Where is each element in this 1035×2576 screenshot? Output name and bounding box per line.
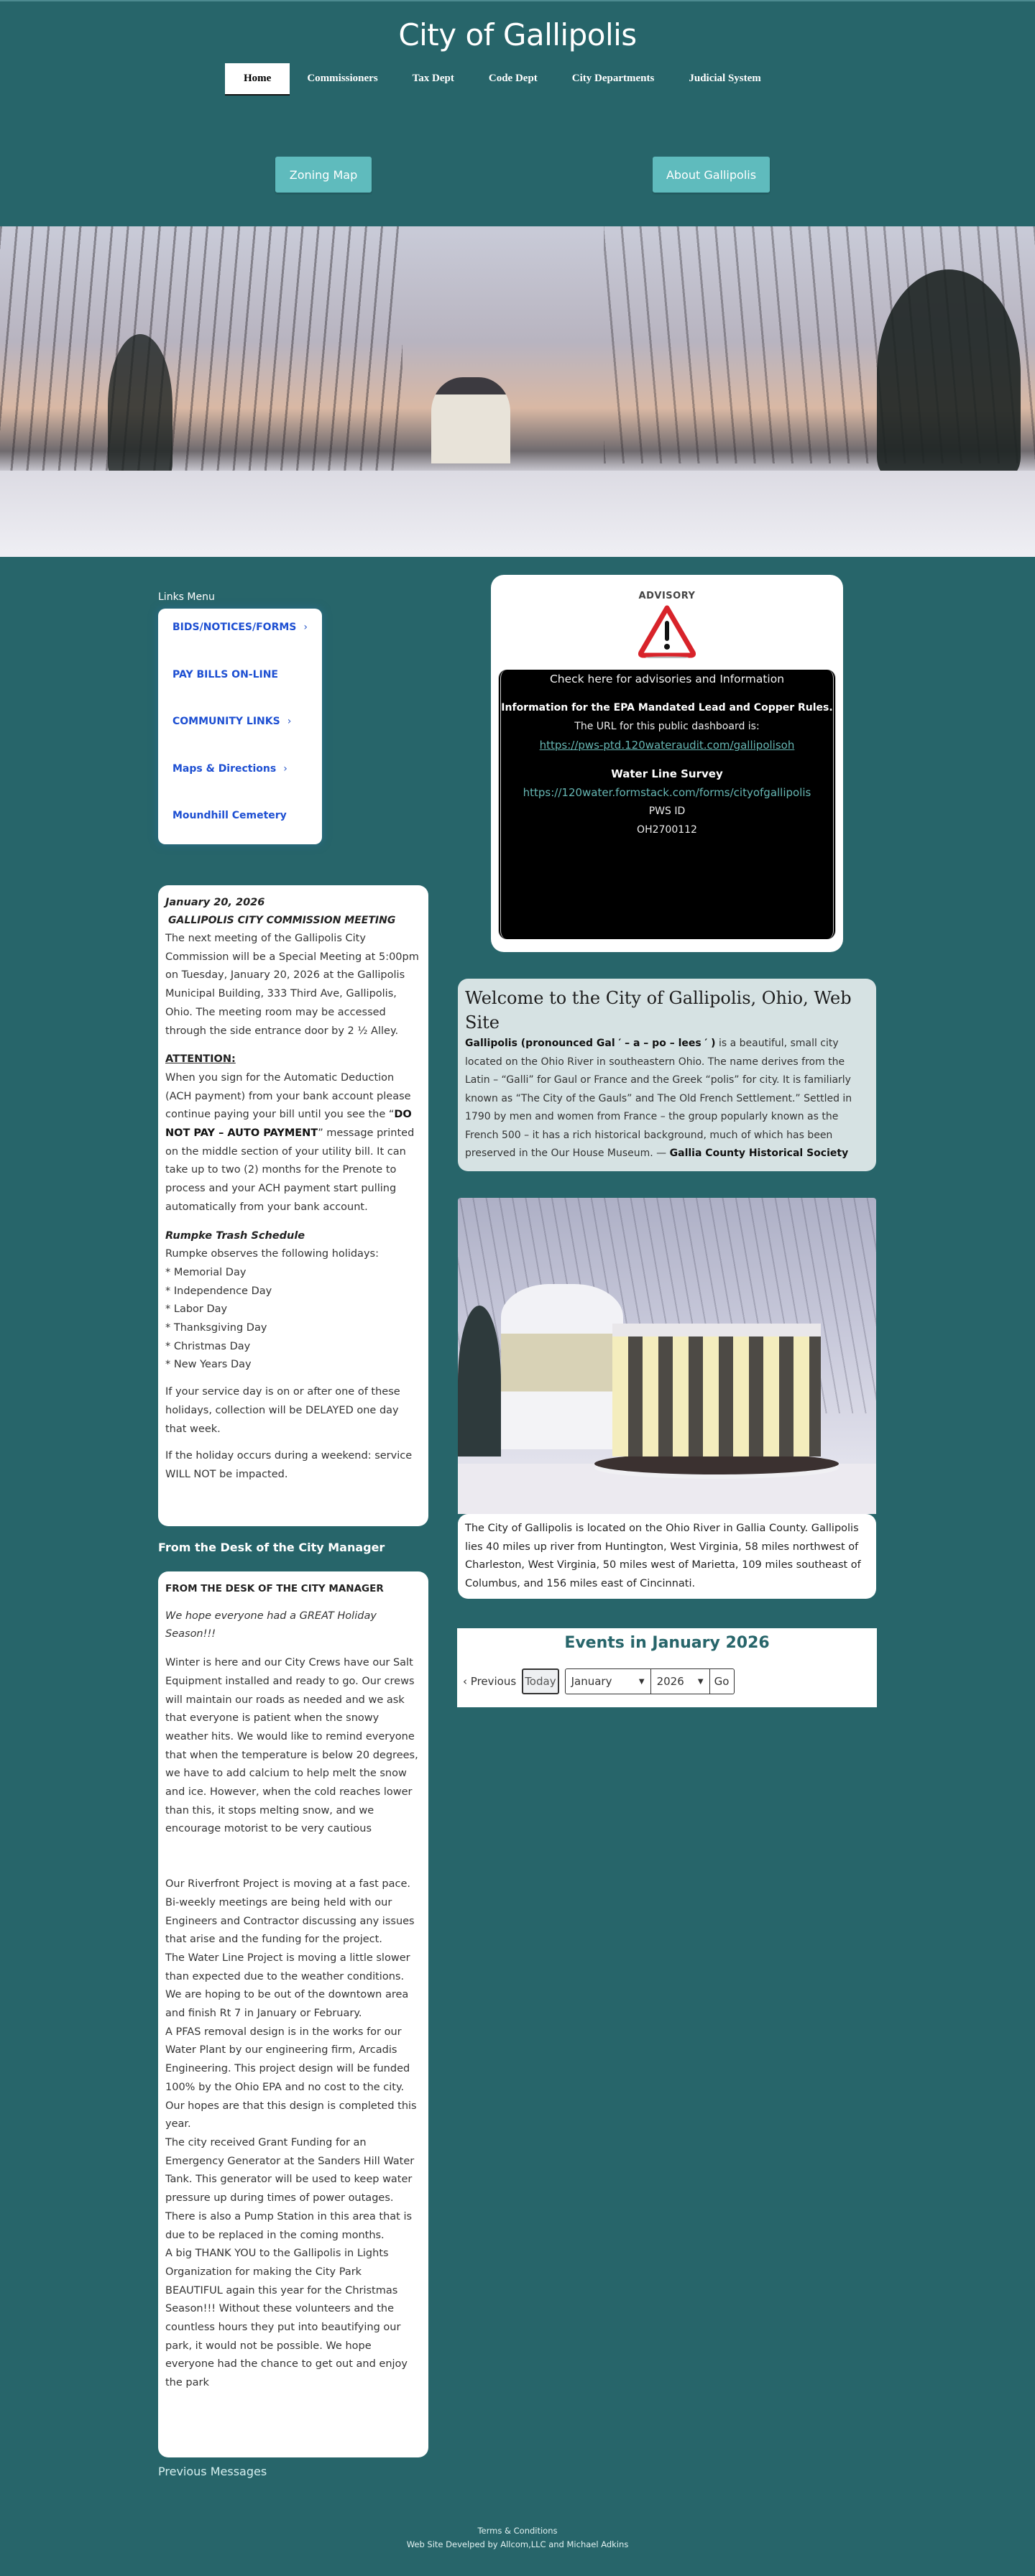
- nav-judicial-system[interactable]: Judicial System: [689, 73, 761, 84]
- events-widget: [457, 1628, 877, 1707]
- welcome-bold-intro: Gallipolis (pronounced Gal ′ – a – po – lees ′ ): [465, 1038, 716, 1049]
- month-value: January: [571, 1675, 612, 1688]
- hero-evergreen: [108, 334, 172, 478]
- welcome-attribution: Gallia County Historical Society: [669, 1148, 849, 1159]
- city-manager-paragraph: Winter is here and our City Crews have our Salt Equipment installed and ready to go. Our crews will maintain our roads as needed and we ask that everyone is patient when the snowy weather hits. We would like to remind everyone that when the temperature is below 20 degrees, we have to add calcium to help melt the snow and ice. However, when the cold reaches lower than this, it stops melting snow, and we encourage motorist to be very cautious: [165, 1657, 418, 1835]
- holiday-item: * Memorial Day: [165, 1266, 247, 1278]
- link-label: COMMUNITY LINKS: [172, 716, 280, 727]
- footer-credit: Web Site Develped by Allcom,LLC and Michael Adkins: [406, 2539, 629, 2549]
- attention-text-pre: When you sign for the Automatic Deduction (ACH payment) from your bank account please continue paying your bill until you see the “: [165, 1071, 411, 1121]
- top-border: [0, 0, 1035, 1]
- epa-title: Information for the EPA Mandated Lead and Copper Rules.: [501, 702, 833, 714]
- hero-gazebo: [431, 377, 510, 463]
- welcome-text: [465, 1035, 869, 1163]
- dashboard-url-link[interactable]: https://pws-ptd.120wateraudit.com/gallipolisoh: [539, 739, 795, 752]
- dashboard-url-intro: The URL for this public dashboard is:: [574, 721, 760, 732]
- zoning-map-button[interactable]: Zoning Map: [275, 157, 372, 193]
- links-menu-label: Links Menu: [158, 591, 215, 603]
- attention-label: ATTENTION:: [165, 1053, 236, 1066]
- chevron-right-icon: ›: [287, 716, 292, 727]
- city-manager-paragraph: The city received Grant Funding for an Emergency Generator at the Sanders Hill Water Tank. This generator will be used to keep water pressure up during times of power outages. There is also a Pump Station in this area that is due to be replaced in the coming months.: [165, 2136, 415, 2241]
- city-manager-paragraph: The Water Line Project is moving a little slower than expected due to the weather conditions. We are hoping to be out of the downtown area and finish Rt 7 in January or February.: [165, 1952, 410, 2020]
- meeting-title: GALLIPOLIS CITY COMMISSION MEETING: [168, 915, 396, 926]
- links-menu: [158, 609, 322, 844]
- rumpke-intro: Rumpke observes the following holidays:: [165, 1248, 379, 1260]
- rumpke-title: Rumpke Trash Schedule: [165, 1229, 305, 1242]
- news-date: January 20, 2026: [165, 897, 265, 908]
- pws-id-label: PWS ID: [648, 805, 686, 817]
- weekend-text: If the holiday occurs during a weekend: service WILL NOT be impacted.: [165, 1450, 413, 1480]
- warning-triangle-icon: [638, 605, 696, 658]
- city-manager-card: [158, 1571, 428, 2457]
- meeting-text: The next meeting of the Gallipolis City Commission will be a Special Meeting at 5:00pm on Tuesday, January 20, 2026 at the Gallipolis Municipal Building, 333 Third Ave, Gallipolis, Ohio. The meeting room may be accessed through the side entrance door by 2 ½ Alley.: [165, 933, 419, 1037]
- month-select[interactable]: [565, 1668, 651, 1694]
- delay-text: If your service day is on or after one of these holidays, collection will be DELAYED one day that week.: [165, 1386, 400, 1435]
- chevron-left-icon: ‹: [463, 1675, 471, 1688]
- today-button[interactable]: Today: [522, 1668, 558, 1694]
- attention-text-bold: DO NOT PAY – AUTO PAYMENT: [165, 1109, 412, 1140]
- news-card: [158, 885, 428, 1526]
- photo-rotunda: [612, 1324, 821, 1456]
- pws-id-value: OH2700112: [637, 824, 697, 836]
- footer: [0, 2524, 1035, 2552]
- link-label: PAY BILLS ON-LINE: [172, 668, 278, 680]
- link-label: BIDS/NOTICES/FORMS: [172, 622, 297, 633]
- holiday-item: * Thanksgiving Day: [165, 1322, 267, 1334]
- about-gallipolis-button[interactable]: About Gallipolis: [653, 157, 770, 193]
- hero-evergreen: [877, 269, 1021, 478]
- nav-code-dept[interactable]: Code Dept: [488, 73, 538, 84]
- link-pay-bills[interactable]: [172, 668, 322, 715]
- advisory-screen: [498, 670, 836, 939]
- link-bids-notices-forms[interactable]: [172, 620, 322, 668]
- photo-pine: [458, 1306, 501, 1456]
- welcome-card: [458, 979, 876, 1171]
- city-manager-paragraph: Our Riverfront Project is moving at a fast pace. Bi-weekly meetings are being held with our Engineers and Contractor discussing any issues that arise and the funding for the project.: [165, 1878, 415, 1946]
- holiday-item: * Labor Day: [165, 1303, 228, 1316]
- nav-tax-dept[interactable]: Tax Dept: [412, 73, 454, 84]
- chevron-down-icon: ▼: [697, 1677, 704, 1686]
- hero-snow: [0, 471, 1035, 557]
- events-title: Events in January 2026: [564, 1634, 770, 1652]
- terms-link[interactable]: Terms & Conditions: [477, 2526, 558, 2536]
- chevron-right-icon: ›: [283, 762, 288, 775]
- main-nav: [225, 63, 778, 96]
- advisory-title: ADVISORY: [638, 591, 696, 601]
- attention-text-post: ” message printed on the middle section of your utility bill. It can take up to two (2) months for the Prenote to process and your ACH payment start pulling automatically from your bank account.: [165, 1127, 415, 1213]
- go-button[interactable]: Go: [710, 1668, 735, 1694]
- city-manager-heading: FROM THE DESK OF THE CITY MANAGER: [165, 1583, 384, 1594]
- city-manager-paragraph: A PFAS removal design is in the works for our Water Plant by our engineering firm, Arcadis Engineering. This project design will be funded 100% by the Ohio EPA and no cost to the city. Our hopes are that this design is completed this year.: [165, 2026, 417, 2130]
- water-line-survey-title: Water Line Survey: [611, 767, 723, 780]
- park-photo: [458, 1198, 876, 1514]
- link-label: Maps & Directions: [172, 762, 277, 775]
- site-title: City of Gallipolis: [398, 17, 637, 52]
- chevron-right-icon: ›: [303, 622, 308, 633]
- photo-bandstand: [501, 1284, 623, 1449]
- advisory-check-text: Check here for advisories and Information: [549, 673, 785, 685]
- link-moundhill-cemetery[interactable]: [172, 808, 322, 856]
- city-manager-paragraph: A big THANK YOU to the Gallipolis in Lights Organization for making the City Park BEAUTIFUL again this year for the Christmas Season!!! Without these volunteers and the countless hours they put into beautifying our park, it would not be possible. We hope everyone had the chance to get out and enjoy the park: [165, 2248, 408, 2389]
- hero-trees-left: [0, 226, 402, 471]
- nav-home[interactable]: Home: [225, 63, 290, 96]
- link-label: Moundhill Cemetery: [172, 810, 287, 821]
- survey-url-link[interactable]: https://120water.formstack.com/forms/cityofgallipolis: [523, 786, 811, 799]
- city-manager-greeting: We hope everyone had a GREAT Holiday Season!!!: [165, 1610, 377, 1640]
- year-select[interactable]: [651, 1668, 710, 1694]
- link-community-links[interactable]: [172, 714, 322, 762]
- welcome-body: is a beautiful, small city located on the Ohio River in southeastern Ohio. The name derives from the Latin – “Galli” for Gaul or France and the Greek “polis” for city. It is familiarly known as “The City of the Gauls” and The Old French Settlement.” Settled in 1790 by men and women from France – the group popularly known as the French 500 – it has a rich historical background, much of which has been preserved in the Our House Museum. —: [465, 1038, 852, 1159]
- city-manager-section-label: From the Desk of the City Manager: [158, 1541, 385, 1554]
- link-maps-directions[interactable]: [172, 762, 322, 809]
- holiday-item: * Christmas Day: [165, 1340, 251, 1352]
- advisory-card[interactable]: [491, 575, 843, 952]
- attention-text: [165, 1069, 421, 1217]
- nav-city-departments[interactable]: City Departments: [571, 73, 655, 84]
- previous-month-button[interactable]: [463, 1675, 516, 1688]
- events-controls: [463, 1668, 735, 1694]
- holiday-item: * Independence Day: [165, 1285, 272, 1297]
- previous-messages-link[interactable]: Previous Messages: [158, 2465, 267, 2478]
- holiday-item: * New Years Day: [165, 1359, 252, 1371]
- photo-caption: The City of Gallipolis is located on the Ohio River in Gallia County. Gallipolis lies 40 miles up river from Huntington, West Virginia, 58 miles northwest of Charleston, West Virginia, 50 miles west of Marietta, 109 miles southeast of Columbus, and 156 miles east of Cincinnati.: [458, 1514, 876, 1599]
- hero-image: [0, 226, 1035, 557]
- welcome-heading: Welcome to the City of Gallipolis, Ohio, Web Site: [465, 988, 852, 1033]
- chevron-down-icon: ▼: [638, 1677, 645, 1686]
- year-value: 2026: [656, 1675, 684, 1688]
- previous-label: Previous: [470, 1675, 517, 1688]
- nav-commissioners[interactable]: Commissioners: [307, 73, 378, 84]
